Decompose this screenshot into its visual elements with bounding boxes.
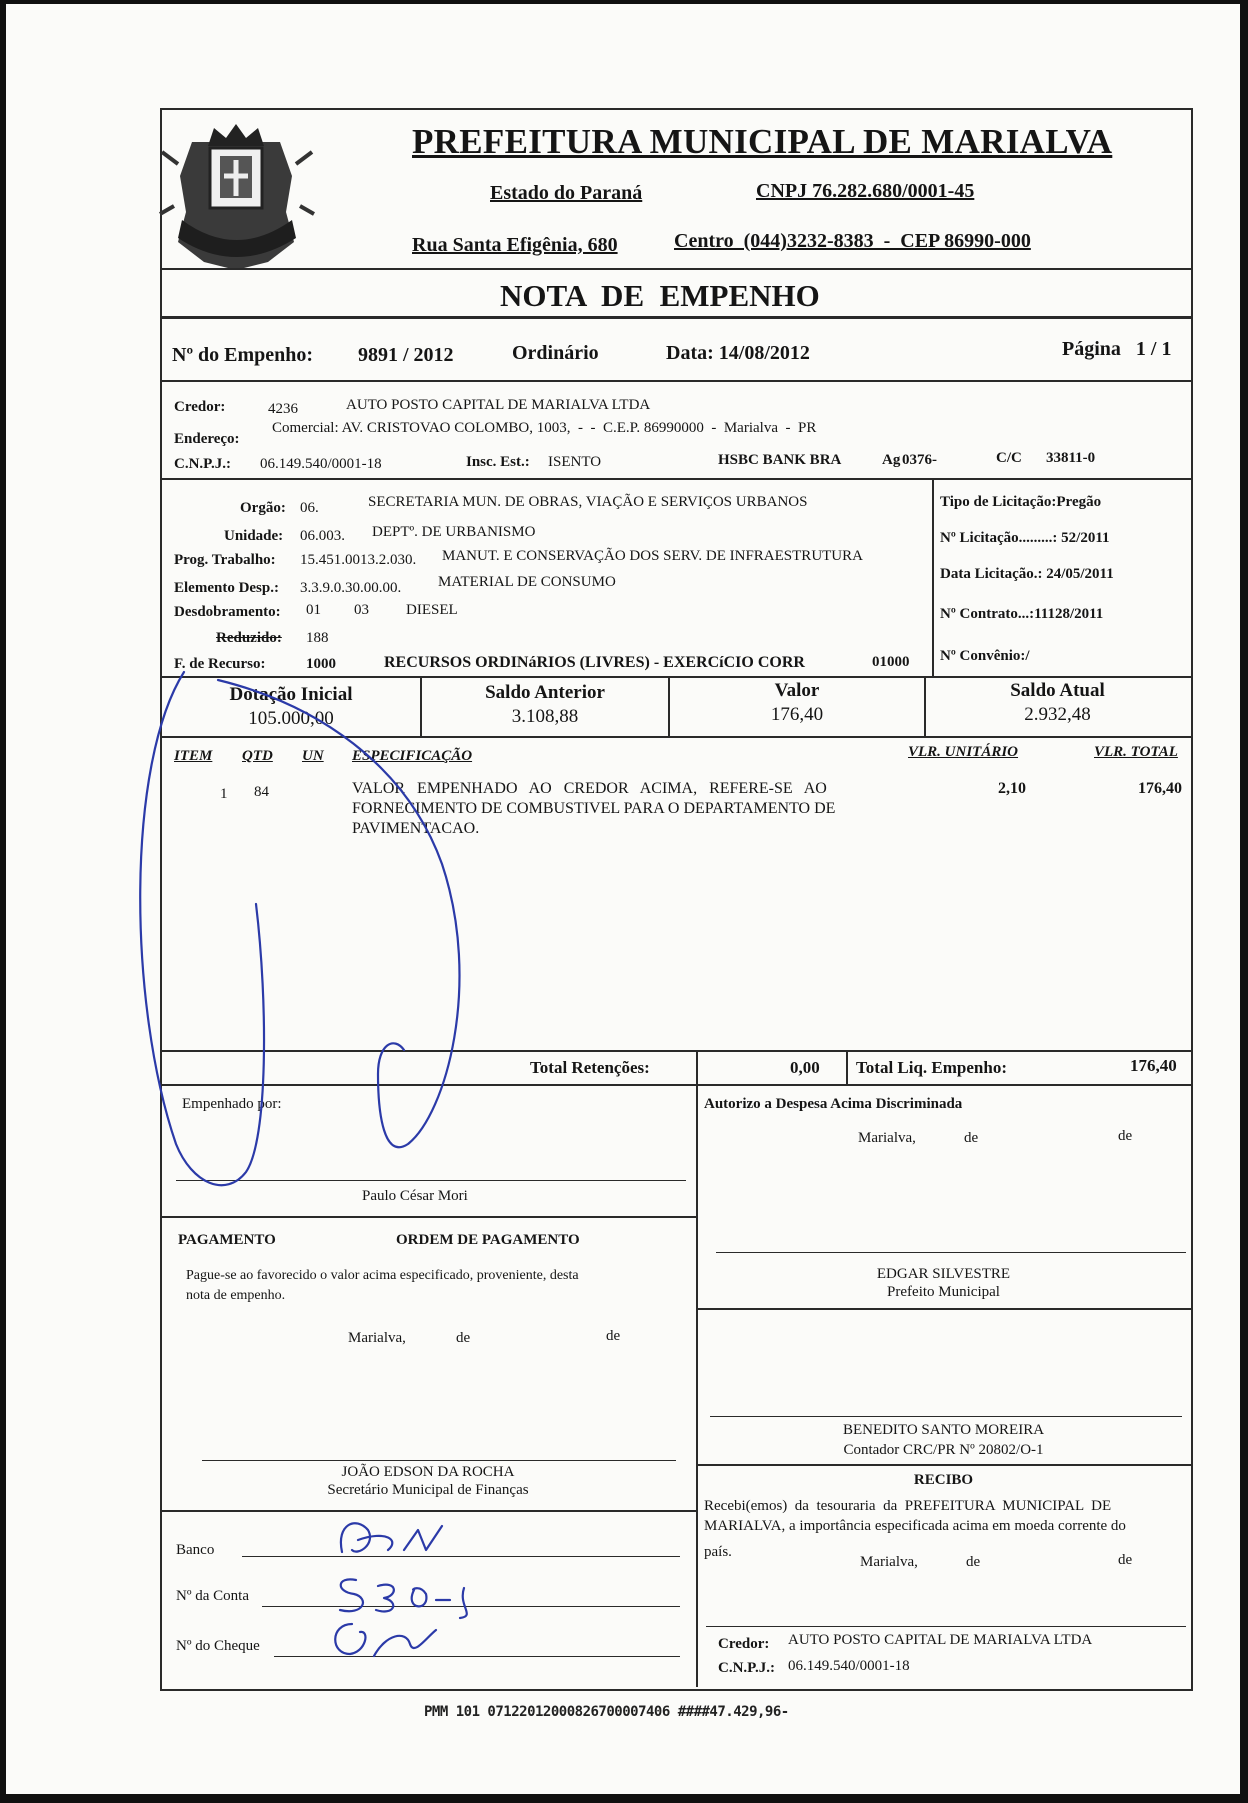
prog-code: 15.451.0013.2.030. — [300, 552, 417, 568]
desdobramento-2: 03 — [354, 602, 369, 618]
item-spec-line-1: VALOR EMPENHADO AO CREDOR ACIMA, REFERE-SE AO — [352, 780, 827, 797]
recibo-title: RECIBO — [913, 1472, 974, 1488]
header-cnpj: CNPJ 76.282.680/0001-45 — [756, 180, 975, 202]
col-especificacao: ESPECIFICAÇÃO — [352, 748, 473, 764]
banco-handwriting — [341, 1523, 442, 1552]
contrato-numero: Nº Contrato...:11128/2011 — [940, 606, 1104, 622]
convenio-numero: Nº Convênio:/ — [940, 648, 1030, 664]
orgao-code: 06. — [300, 500, 319, 516]
retencoes-label: Total Retenções: — [530, 1058, 650, 1077]
credor-name: AUTO POSTO CAPITAL DE MARIALVA LTDA — [346, 397, 651, 413]
recurso-name: RECURSOS ORDINáRIOS (LIVRES) - EXERCíCIO CORR — [384, 654, 805, 671]
autorizo-city: Marialva, — [858, 1130, 916, 1146]
liquido-label: Total Liq. Empenho: — [856, 1058, 1007, 1077]
empenhado-name: Paulo César Mori — [362, 1188, 468, 1204]
autorizo-de-2: de — [1118, 1128, 1133, 1144]
recibo-credor-label: Credor: — [718, 1636, 770, 1652]
col-item: ITEM — [174, 748, 213, 764]
saldo-atual-value: 2.932,48 — [1024, 704, 1091, 725]
prog-label: Prog. Trabalho: — [174, 552, 276, 568]
agency-number: 0376- — [902, 452, 937, 468]
credor-address: Comercial: AV. CRISTOVAO COLOMBO, 1003, - - C.E.P. 86990000 - Marialva - PR — [272, 420, 817, 436]
ordem-pagamento-title: ORDEM DE PAGAMENTO — [396, 1232, 580, 1248]
recibo-city: Marialva, — [860, 1554, 918, 1570]
prefeito-role: Prefeito Municipal — [887, 1284, 1000, 1300]
unidade-label: Unidade: — [224, 528, 284, 544]
credor-code: 4236 — [268, 401, 298, 417]
address-contact: Centro (044)3232-8383 - CEP 86990-000 — [674, 230, 1031, 252]
col-qtd: QTD — [242, 748, 273, 764]
reduzido-value: 188 — [306, 630, 329, 646]
document-title: NOTA DE EMPENHO — [500, 278, 820, 313]
pagamento-text-1: Pague-se ao favorecido o valor acima especificado, proveniente, desta — [186, 1268, 579, 1283]
recurso-number: 01000 — [872, 654, 910, 670]
pagamento-title: PAGAMENTO — [178, 1232, 276, 1248]
desdobramento-1: 01 — [306, 602, 321, 618]
licitacao-data: Data Licitação.: 24/05/2011 — [940, 566, 1114, 582]
contador-role: Contador CRC/PR Nº 20802/O-1 — [843, 1442, 1044, 1458]
desdobramento-name: DIESEL — [406, 602, 458, 618]
recibo-credor-name: AUTO POSTO CAPITAL DE MARIALVA LTDA — [788, 1632, 1093, 1648]
col-vlr-total: VLR. TOTAL — [1094, 744, 1178, 760]
empenho-type: Ordinário — [512, 342, 599, 364]
empenho-date: Data: 14/08/2012 — [666, 342, 810, 364]
elemento-name: MATERIAL DE CONSUMO — [438, 574, 616, 590]
insc-value: ISENTO — [548, 454, 602, 470]
pagamento-city: Marialva, — [348, 1330, 406, 1346]
licitacao-numero: Nº Licitação.........: 52/2011 — [940, 530, 1110, 546]
empenhado-label: Empenhado por: — [182, 1096, 282, 1112]
agency-label: Ag — [882, 452, 901, 468]
state-name: Estado do Paraná — [490, 182, 643, 204]
liquido-value: 176,40 — [1130, 1056, 1177, 1075]
col-vlr-unitario: VLR. UNITÁRIO — [908, 744, 1019, 760]
pagamento-de-2: de — [606, 1328, 621, 1344]
cheque-handwriting — [335, 1624, 436, 1656]
recibo-cnpj-label: C.N.P.J.: — [718, 1660, 775, 1676]
credor-cnpj: 06.149.540/0001-18 — [260, 456, 382, 472]
bank-name: HSBC BANK BRA — [718, 452, 842, 468]
address-street: Rua Santa Efigênia, 680 — [412, 234, 618, 256]
autorizo-de-1: de — [964, 1130, 979, 1146]
col-un: UN — [302, 748, 324, 764]
banco-label: Banco — [176, 1542, 215, 1558]
dotacao-value: 105.000,00 — [248, 708, 334, 729]
item-total-value: 176,40 — [1138, 780, 1182, 797]
empenho-number: 9891 / 2012 — [358, 344, 454, 366]
credor-label: Credor: — [174, 399, 226, 415]
valor-label: Valor — [774, 680, 820, 701]
recurso-label: F. de Recurso: — [174, 656, 266, 672]
insc-label: Insc. Est.: — [466, 454, 530, 470]
elemento-code: 3.3.9.0.30.00.00. — [300, 580, 402, 596]
orgao-name: SECRETARIA MUN. DE OBRAS, VIAÇÃO E SERVIÇOS URBANOS — [368, 494, 808, 510]
recibo-text-1: Recebi(emos) da tesouraria da PREFEITURA MUNICIPAL DE — [704, 1498, 1112, 1514]
ellipse-signature — [140, 672, 264, 1185]
prog-name: MANUT. E CONSERVAÇÃO DOS SERV. DE INFRAESTRUTURA — [442, 548, 863, 564]
conta-handwriting — [340, 1579, 467, 1618]
autorizo-title: Autorizo a Despesa Acima Discriminada — [704, 1096, 963, 1112]
recibo-de-1: de — [966, 1554, 981, 1570]
recibo-text-3: país. — [704, 1544, 732, 1560]
licitacao-tipo: Tipo de Licitação:Pregão — [940, 494, 1102, 510]
item-qtd: 84 — [254, 784, 269, 800]
dotacao-label: Dotação Inicial — [229, 684, 353, 705]
conta-label: Nº da Conta — [176, 1588, 249, 1604]
saldo-anterior-value: 3.108,88 — [511, 706, 579, 727]
elemento-label: Elemento Desp.: — [174, 580, 279, 596]
prefeito-name: EDGAR SILVESTRE — [876, 1266, 1011, 1282]
secretario-role: Secretário Municipal de Finanças — [327, 1482, 529, 1498]
handwritten-marks — [6, 4, 1240, 1794]
contador-name: BENEDITO SANTO MOREIRA — [842, 1422, 1045, 1438]
saldo-atual-label: Saldo Atual — [1010, 680, 1105, 701]
account-label: C/C — [996, 450, 1022, 466]
account-number: 33811-0 — [1046, 450, 1096, 466]
recurso-code: 1000 — [306, 656, 336, 672]
unidade-code: 06.003. — [300, 528, 345, 544]
item-spec-line-2: FORNECIMENTO DE COMBUSTIVEL PARA O DEPARTAMENTO DE — [352, 800, 836, 817]
authentication-stamp: PMM 101 07122012000826700007406 ####47.429,96- — [424, 1704, 789, 1720]
recibo-de-2: de — [1118, 1552, 1133, 1568]
cheque-label: Nº do Cheque — [176, 1638, 260, 1654]
recibo-cnpj: 06.149.540/0001-18 — [788, 1658, 910, 1674]
pagamento-de-1: de — [456, 1330, 471, 1346]
municipality-title: PREFEITURA MUNICIPAL DE MARIALVA — [412, 122, 1113, 161]
valor-value: 176,40 — [770, 704, 824, 725]
pagamento-text-2: nota de empenho. — [186, 1288, 286, 1303]
secretario-name: JOÃO EDSON DA ROCHA — [341, 1464, 515, 1480]
unidade-name: DEPTº. DE URBANISMO — [372, 524, 536, 540]
endereco-label: Endereço: — [174, 431, 240, 447]
item-number: 1 — [220, 786, 228, 802]
recibo-text-2: MARIALVA, a importância especificada acima em moeda corrente do — [704, 1518, 1126, 1534]
cnpj-label: C.N.P.J.: — [174, 456, 231, 472]
retencoes-value: 0,00 — [790, 1058, 820, 1077]
document-page — [6, 4, 1240, 1794]
reduzido-label: Reduzido: — [216, 630, 282, 646]
saldo-anterior-label: Saldo Anterior — [485, 682, 605, 703]
item-unit-value: 2,10 — [998, 780, 1026, 797]
empenho-number-label: Nº do Empenho: — [172, 344, 314, 366]
page-number: Página 1 / 1 — [1062, 338, 1172, 360]
orgao-label: Orgão: — [240, 500, 286, 516]
item-spec-line-3: PAVIMENTACAO. — [352, 820, 480, 837]
desdobramento-label: Desdobramento: — [174, 604, 281, 620]
